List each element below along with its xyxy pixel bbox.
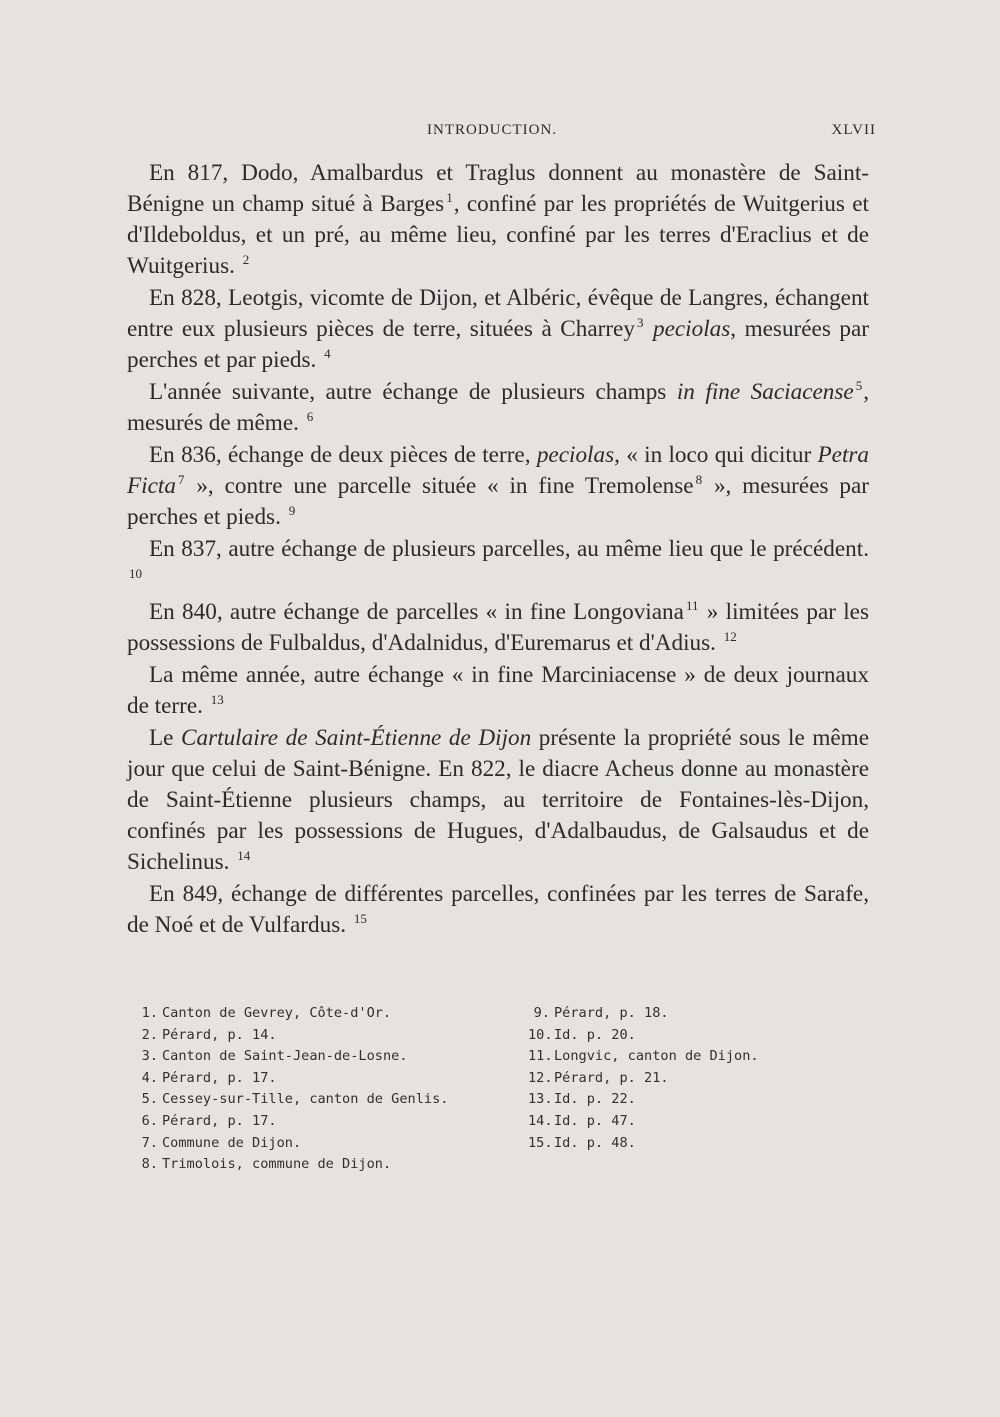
paragraph: En 828, Leotgis, vicomte de Dijon, et Albéric, évêque de Langres, échangent entre eux plusieurs pièces de terre, situées à Charrey $^3$ peciolas, mesurées par perches et par pieds. $^4$ <box>127 285 870 373</box>
note-ref: 6 <box>306 409 314 424</box>
footnote: 11.Longvic, canton de Dijon. <box>528 1048 759 1065</box>
footnote: 14.Id. p. 47. <box>528 1112 636 1129</box>
footnote: 4. Pérard, p. 17. <box>141 1069 277 1086</box>
note-ref: 14 <box>237 848 251 863</box>
paragraph: En 817, Dodo, Amalbardus et Traglus donnent au monastère de Saint-Bénigne un champ situé à Barges $^1$, confiné par les propriétés de Wuitgerius et d'Ildeboldus, et un pré, au même lieu, confiné par les terres d'Eraclius et de Wuitgerius. $^2$ <box>127 160 869 279</box>
running-header <box>130 122 876 142</box>
footnotes-left-column <box>136 1003 486 1176</box>
note-ref: 15 <box>353 911 367 926</box>
footnote: 10.Id. p. 20. <box>528 1026 636 1043</box>
note-ref: 9 <box>288 503 296 518</box>
footnote: 5. Cessey-sur-Tille, canton de Genlis. <box>141 1091 449 1108</box>
paragraph: En 837, autre échange de plusieurs parcelles, au même lieu que le précédent. $^{10}$ <box>129 536 869 581</box>
paragraph: Le Cartulaire de Saint-Étienne de Dijon présente la propriété sous le même jour que celui de Saint-Bénigne. En 822, le diacre Acheus donne au monastère de Saint-Étienne plusieurs champs, au territoire de Fontaines-lès-Dijon, confinés par les possessions de Hugues, d'Adalbaudus, de Galsaudus et de Sichelinus. $^{14}$ <box>127 725 869 875</box>
footnote: 9. Pérard, p. 18. <box>533 1005 669 1021</box>
note-ref: 1 <box>446 190 453 205</box>
footnote: 1. Canton de Gevrey, Côte-d'Or. <box>141 1005 392 1021</box>
note-ref: 12 <box>723 629 737 644</box>
note-ref: 5 <box>855 378 863 393</box>
note-ref: 2 <box>242 252 250 267</box>
body-text <box>127 158 869 941</box>
footnotes-right-column <box>528 1003 798 1154</box>
note-ref: 3 <box>636 315 644 330</box>
footnote: 13.Id. p. 22. <box>528 1091 636 1108</box>
note-ref: 7 <box>177 472 185 487</box>
footnote: 12.Pérard, p. 21. <box>528 1069 669 1086</box>
footnote: 15.Id. p. 48. <box>528 1134 636 1151</box>
footnote: 8. Trimolois, commune de Dijon. <box>141 1156 392 1173</box>
note-ref: 8 <box>695 472 703 487</box>
note-ref: 11 <box>685 598 699 613</box>
paragraph: En 836, échange de deux pièces de terre, peciolas, « in loco qui dicitur Petra Ficta $^7$ », contre une parcelle située « in fine Tremolense $^8$ », mesurées par perches et pieds. $^9$ <box>127 442 869 530</box>
page-number: XLVII <box>831 122 876 138</box>
footnote: 2. Pérard, p. 14. <box>141 1026 277 1043</box>
note-ref: 4 <box>324 346 331 361</box>
footnote: 6. Pérard, p. 17. <box>141 1112 277 1129</box>
footnote: 7. Commune de Dijon. <box>141 1134 302 1151</box>
paragraph: L'année suivante, autre échange de plusieurs champs in fine Saciacense $^5$, mesurés de même. $^6$ <box>127 378 869 436</box>
paragraph: La même année, autre échange « in fine Marciniacense » de deux journaux de terre. $^{13}$ <box>127 662 869 719</box>
paragraph: En 849, échange de différentes parcelles, confinées par les terres de Sarafe, de Noé et de Vulfardus. $^{15}$ <box>127 881 869 938</box>
note-ref: 13 <box>210 692 224 707</box>
footnote: 3. Canton de Saint-Jean-de-Losne. <box>141 1048 408 1065</box>
paragraph: En 840, autre échange de parcelles « in fine Longoviana $^{11}$ » limitées par les possessions de Fulbaldus, d'Adalnidus, d'Euremarus et d'Adius. $^{12}$ <box>127 598 870 656</box>
running-title: INTRODUCTION. <box>427 122 558 138</box>
note-ref: 10 <box>129 566 142 581</box>
